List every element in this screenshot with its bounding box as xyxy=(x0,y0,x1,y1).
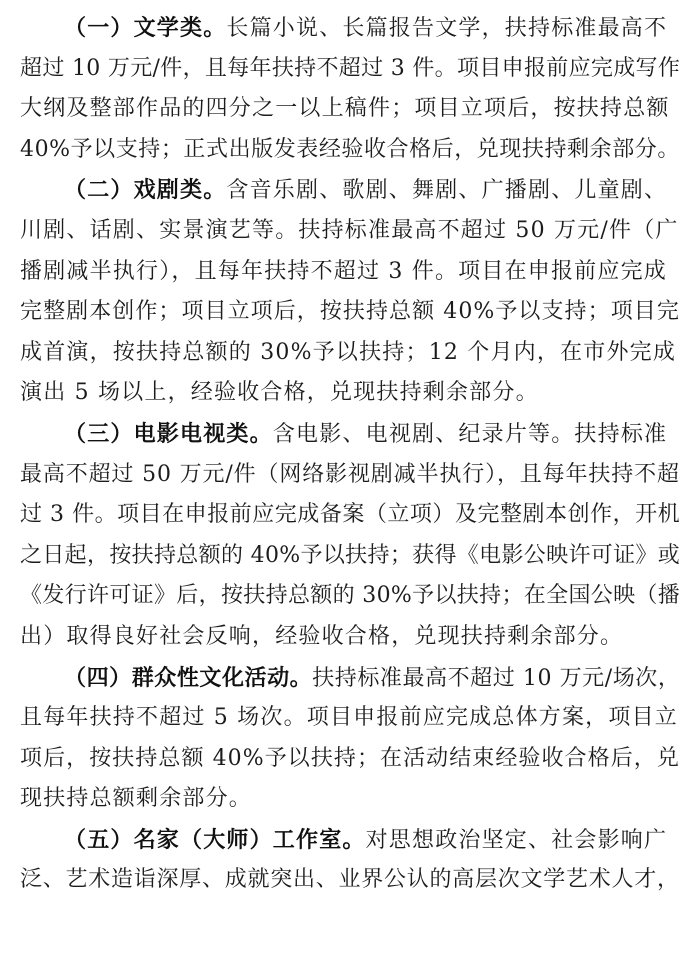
text-line xyxy=(20,130,680,171)
text-line xyxy=(20,820,680,861)
line-text: 含音乐剧、歌剧、舞剧、广播剧、儿童剧、 xyxy=(226,178,668,204)
line-text: 现扶持总额剩余部分。 xyxy=(20,786,253,812)
line-text: 完整剧本创作；项目立项后，按扶持总额 40%予以支持；项目完 xyxy=(20,299,680,325)
section-heading: （一）文学类。 xyxy=(64,15,227,41)
line-text: 出）取得良好社会反响，经验收合格，兑现扶持剩余部分。 xyxy=(20,623,624,649)
section-heading: （二）戏剧类。 xyxy=(64,177,227,204)
text-line xyxy=(20,49,680,90)
line-text: 对思想政治坚定、社会影响广 xyxy=(365,827,668,853)
line-text: 扶持标准最高不超过 10 万元/场次， xyxy=(312,665,681,691)
text-line xyxy=(20,252,680,293)
text-line xyxy=(20,617,680,658)
line-text: 最高不超过 50 万元/件（网络影视剧减半执行），且每年扶持不超 xyxy=(20,461,680,487)
line-text: 《发行许可证》后，按扶持总额的 30%予以扶持；在全国公映（播 xyxy=(20,583,681,609)
text-line xyxy=(20,455,680,496)
text-line xyxy=(20,170,680,211)
line-text: 项后，按扶持总额 40%予以扶持；在活动结束经验收合格后，兑 xyxy=(20,745,680,771)
text-line xyxy=(20,333,680,374)
line-text: 超过 10 万元/件，且每年扶持不超过 3 件。项目申报前应完成写作 xyxy=(20,55,681,81)
section-heading: （五）名家（大师）工作室。 xyxy=(64,826,366,853)
line-text: 川剧、话剧、实景演艺等。扶持标准最高不超过 50 万元/件（广 xyxy=(20,217,679,243)
document-body xyxy=(20,8,680,901)
text-line xyxy=(20,8,680,49)
line-text: 之日起，按扶持总额的 40%予以扶持；获得《电影公映许可证》或 xyxy=(20,542,681,568)
text-line xyxy=(20,495,680,536)
line-text: 播剧减半执行），且每年扶持不超过 3 件。项目在申报前应完成 xyxy=(20,258,667,284)
line-text: 40%予以支持；正式出版发表经验收合格后，兑现扶持剩余部分。 xyxy=(20,136,680,162)
text-line xyxy=(20,89,680,130)
text-line xyxy=(20,536,680,577)
text-line xyxy=(20,779,680,820)
text-line xyxy=(20,658,680,699)
text-line xyxy=(20,211,680,252)
text-line xyxy=(20,860,680,901)
line-text: 长篇小说、长篇报告文学，扶持标准最高不 xyxy=(226,16,668,41)
text-line xyxy=(20,576,680,617)
section-heading: （三）电影电视类。 xyxy=(64,420,273,447)
text-line xyxy=(20,373,680,414)
line-text: 含电影、电视剧、纪录片等。扶持标准 xyxy=(272,421,668,447)
line-text: 演出 5 场以上，经验收合格，兑现扶持剩余部分。 xyxy=(20,380,539,406)
text-line xyxy=(20,292,680,333)
text-line xyxy=(20,698,680,739)
line-text: 大纲及整部作品的四分之一以上稿件；项目立项后，按扶持总额 xyxy=(20,96,670,122)
line-text: 成首演，按扶持总额的 30%予以扶持；12 个月内，在市外完成 xyxy=(20,339,677,365)
line-text: 泛、艺术造诣深厚、成就突出、业界公认的高层次文学艺术人才， xyxy=(20,867,680,893)
text-line xyxy=(20,414,680,455)
line-text: 且每年扶持不超过 5 场次。项目申报前应完成总体方案，项目立 xyxy=(20,705,678,731)
section-heading: （四）群众性文化活动。 xyxy=(64,664,313,691)
line-text: 过 3 件。项目在申报前应完成备案（立项）及完整剧本创作，开机 xyxy=(20,502,681,528)
text-line xyxy=(20,739,680,780)
